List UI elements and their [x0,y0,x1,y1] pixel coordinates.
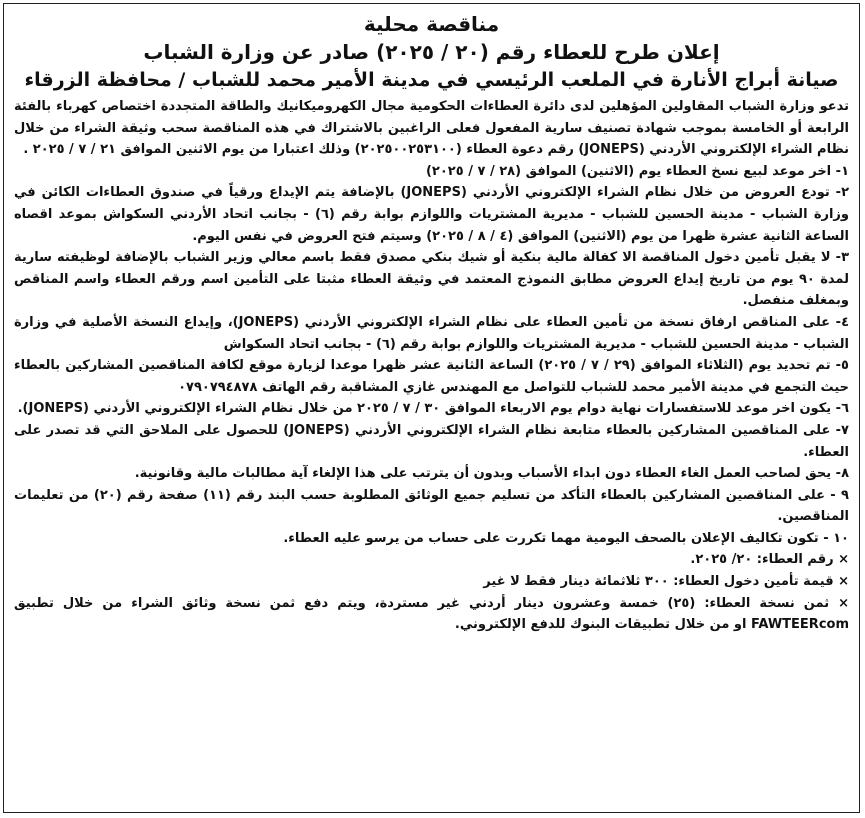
bullet-document-price: × ثمن نسخة العطاء: (٢٥) خمسة وعشرون دينار أردني غير مستردة، ويتم دفع ثمن نسخة وثائق الشراء من خلال تطبيق FAWTEERcom او من خلال تطبيقات البنوك للدفع الإلكتروني. [14,595,849,633]
item-1: ١- اخر موعد لبيع نسخ العطاء يوم (الاثنين) الموافق (٢٨ / ٧ / ٢٠٢٥) [425,163,849,179]
notice-subtitle: إعلان طرح للعطاء رقم (٢٠ / ٢٠٢٥) صادر عن وزارة الشباب [143,40,720,64]
tender-notice [4,4,859,636]
item-3: ٣- لا يقبل تأمين دخول المناقصة الا كفالة مالية بنكية أو شيك بنكي مصدق فقط باسم معالي وزير الشباب بالإضافة لوظيفته سارية لمدة ٩٠ يوم من تاريخ إيداع العروض مطابق النموذج المعتمد في وثيقة العطاء مثبتا على التأمين اسم ورقم العطاء واسم المناقص وبمغلف منفصل. [14,250,850,309]
item-6: ٦- يكون اخر موعد للاستفسارات نهاية دوام يوم الاربعاء الموافق ٣٠ / ٧ / ٢٠٢٥ من خلال نظام الشراء الإلكتروني الأردني (JONEPS). [17,401,849,417]
item-8: ٨- يحق لصاحب العمل الغاء العطاء دون ابداء الأسباب وبدون أن يترتب على هذا الإلغاء آية مطالبات مالية وقانونية. [134,466,849,482]
item-5: ٥- تم تحديد يوم (الثلاثاء الموافق (٢٩ / ٧ / ٢٠٢٥) الساعة الثانية عشر ظهرا موعدا لزيارة موقع لكافة المناقصين المشاركين بالعطاء حيث التجمع في مدينة الأمير محمد للشباب للتواصل مع المهندس غازي المشاقبة رقم الهاتف ٠٧٩٠٧٩٤٨٧٨ [14,358,849,395]
item-9: ٩ - على المناقصين المشاركين بالعطاء التأكد من تسليم جميع الوثائق المطلوبة حسب البند رقم (١١) صفحة رقم (٢٠) من تعليمات المناقصين. [14,487,849,525]
item-4: ٤- على المناقص ارفاق نسخة من تأمين العطاء على نظام الشراء الإلكتروني الأردني (JONEPS)، وإيداع النسخة الأصلية في وزارة الشباب - مدينة الحسين للشباب - مديرية المشتريات واللوازم بوابة رقم (٦) - بجانب اتحاد السكواش [14,314,849,352]
item-10: ١٠ - تكون تكاليف الإعلان بالصحف اليومية مهما تكررت على حساب من يرسو عليه العطاء. [283,530,849,546]
notice-title: مناقصة محلية [363,12,500,36]
intro-paragraph: تدعو وزارة الشباب المقاولين المؤهلين لدى دائرة العطاءات الحكومية مجال الكهروميكانيك والطاقة المتجددة اختصاص كهرباء بالفئة الرابعة أو الخامسة بموجب شهادة تصنيف سارية المفعول فعلى الراغبين بالاشتراك في هذه المناقصة سحب وثيقة الشراء من خلال نظام الشراء الإلكتروني الأردني (JONEPS) رقم دعوة العطاء (٢٠٢٥٠٠٢٥٣١٠٠) وذلك اعتبارا من يوم الاثنين الموافق ٢١ / ٧ / ٢٠٢٥ . [14,99,849,158]
bullet-bid-bond: × قيمة تأمين دخول العطاء: ٣٠٠ ثلاثمائة دينار فقط لا غير [483,574,849,590]
bullet-tender-number: × رقم العطاء: ٢٠/ ٢٠٢٥. [690,552,849,568]
item-2: ٢- تودع العروض من خلال نظام الشراء الإلكتروني الأردني (JONEPS) بالإضافة يتم الإيداع ورقياً في صندوق العطاءات الكائن في وزارة الشباب - مدينة الحسين للشباب - مديرية المشتريات واللوازم بوابة رقم (٦) - بجانب اتحاد الأردني السكواش بموعد اقصاه الساعة الثانية عشرة ظهرا من يوم (الاثنين) الموافق (٤ / ٨ / ٢٠٢٥) وسيتم فتح العروض في نفس اليوم. [14,185,850,244]
item-7: ٧- على المناقصين المشاركين بالعطاء متابعة نظام الشراء الإلكتروني الأردني (JONEPS) للحصول على الملاحق التي قد تصدر على العطاء. [14,422,849,460]
notice-frame [3,3,860,813]
notice-heading: صيانة أبراج الأنارة في الملعب الرئيسي في مدينة الأمير محمد للشباب / محافظة الزرقاء [24,69,839,91]
